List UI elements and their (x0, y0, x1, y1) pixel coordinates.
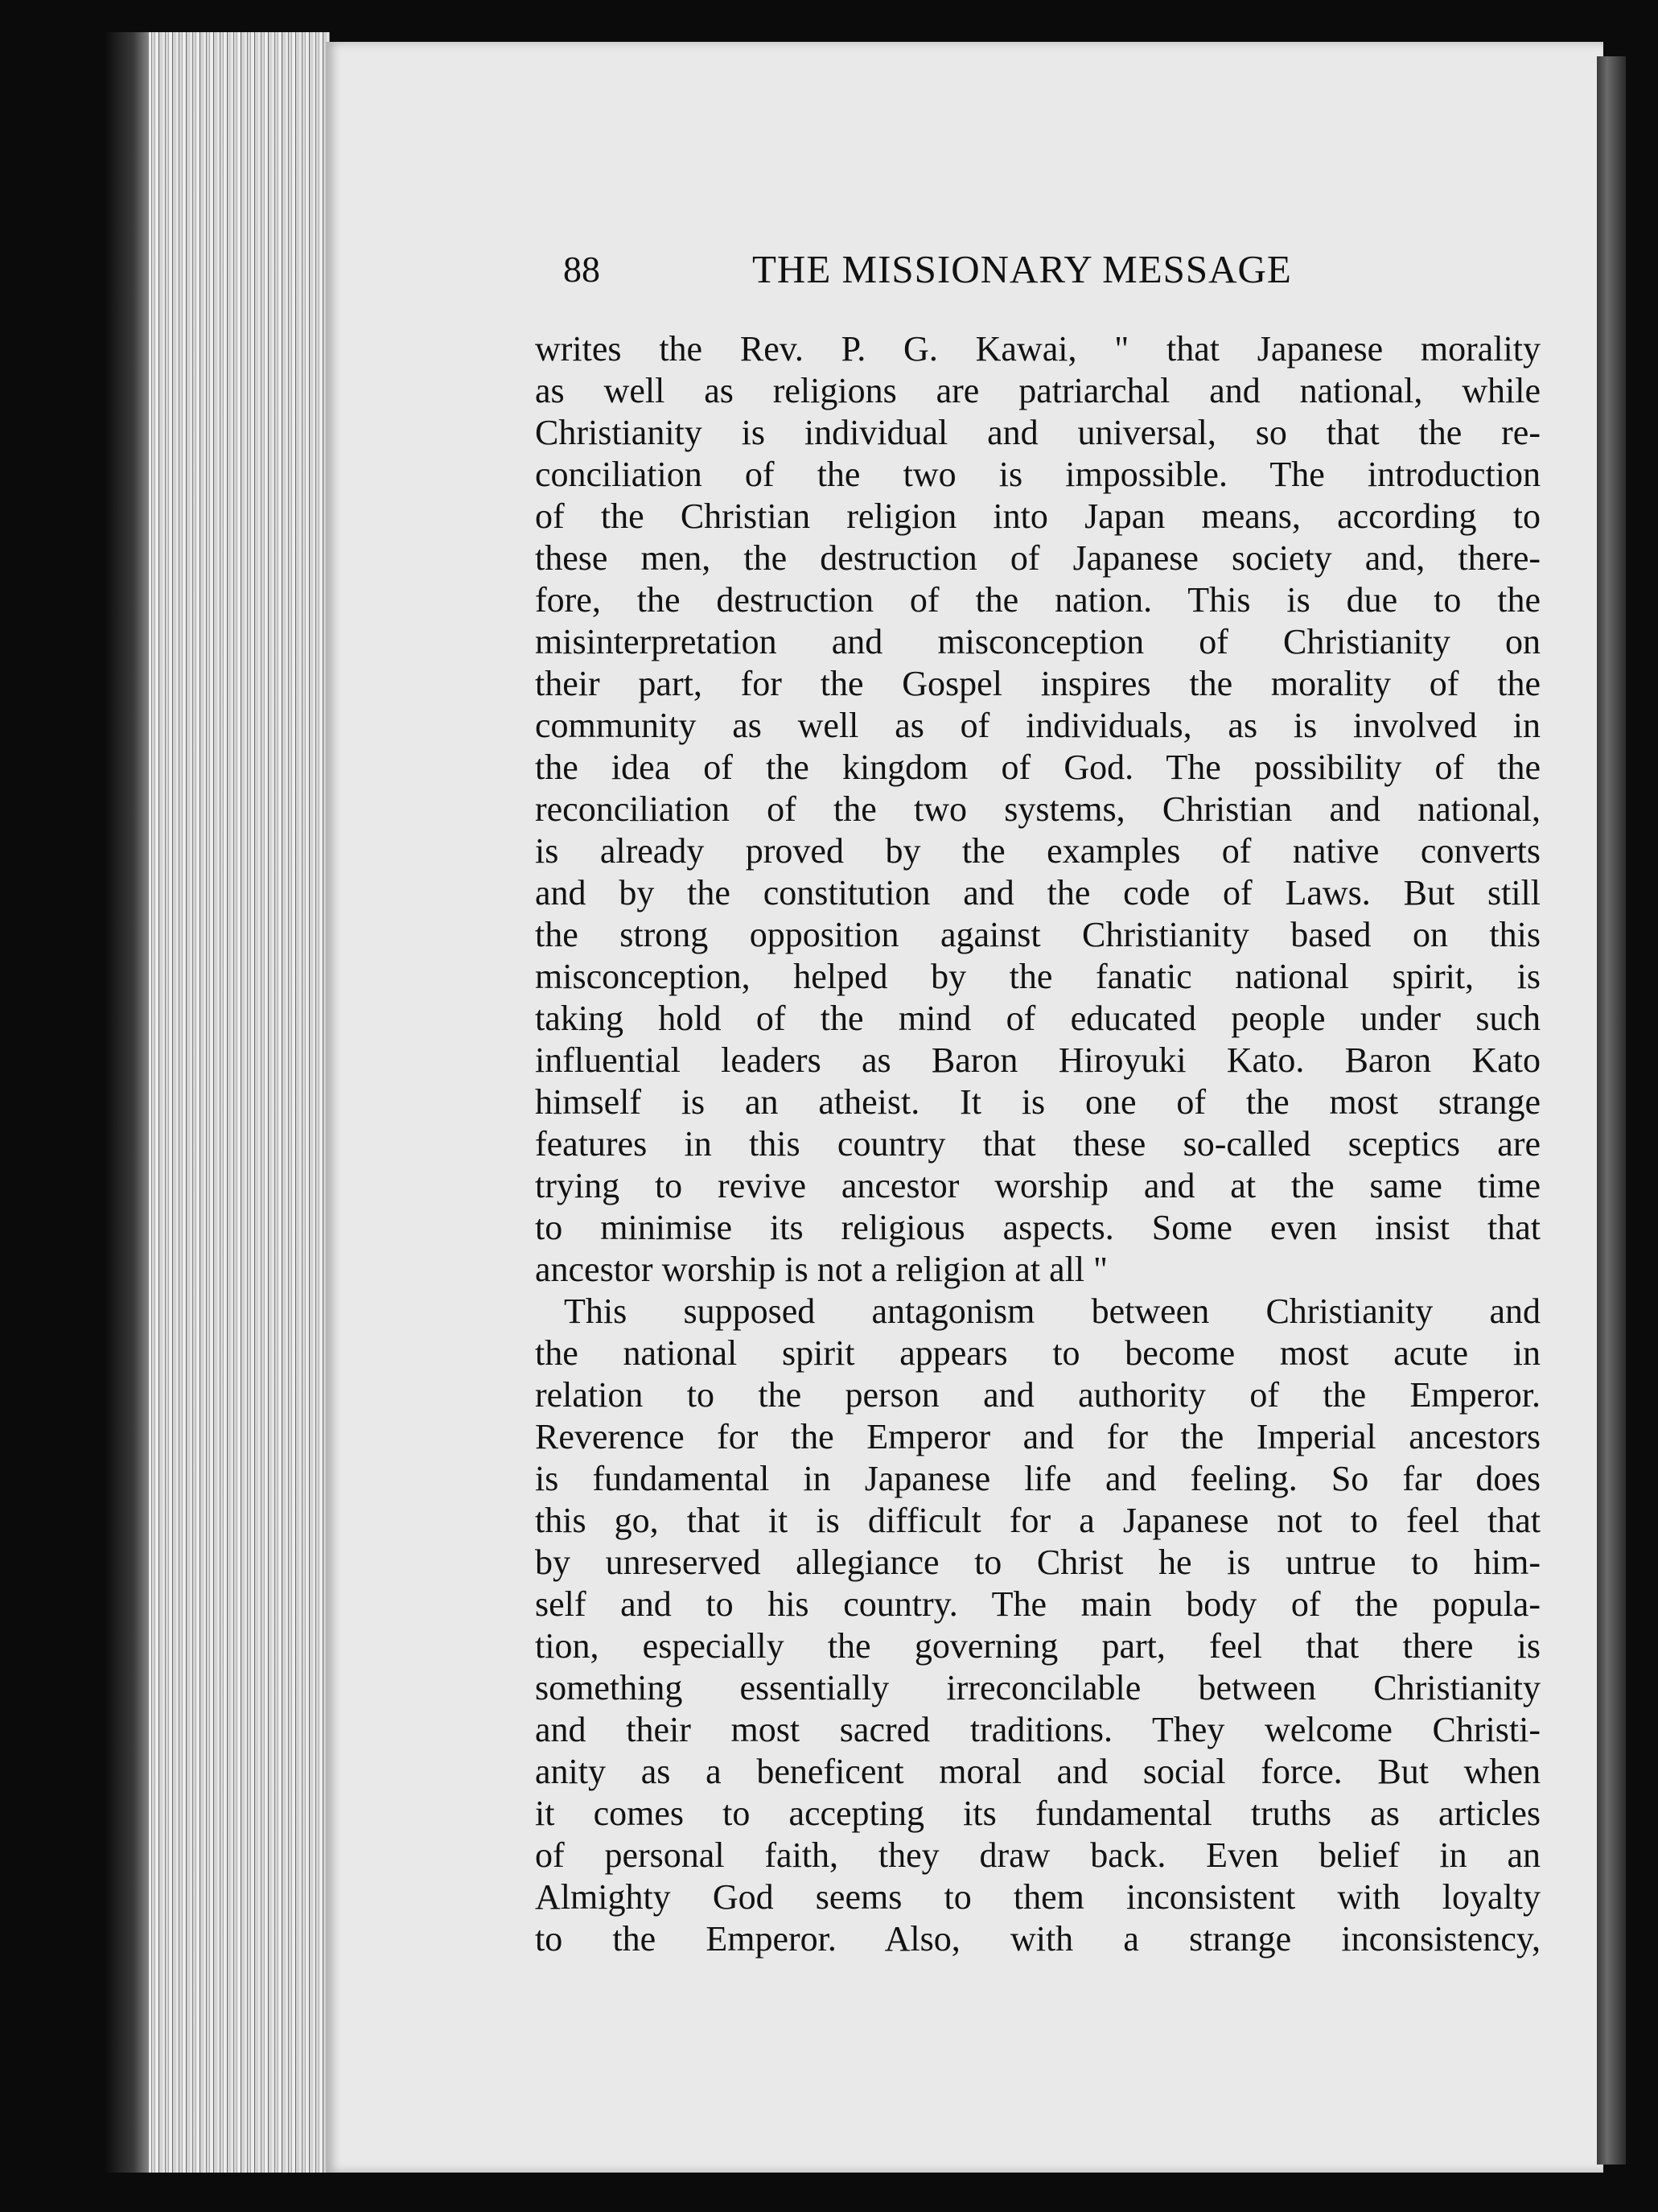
text-line: is already proved by the examples of native converts (535, 831, 1541, 871)
text-line: trying to revive ancestor worship and at the same time (535, 1166, 1541, 1205)
text-line: features in this country that these so-called sceptics are (535, 1124, 1541, 1164)
text-line: is fundamental in Japanese life and feeling. So far does (535, 1459, 1541, 1498)
text-line: of personal faith, they draw back. Even belief in an (535, 1835, 1541, 1875)
text-line: the idea of the kingdom of God. The possibility of the (535, 748, 1541, 787)
text-line: something essentially irreconcilable between Christianity (535, 1668, 1541, 1707)
page-number: 88 (563, 249, 600, 290)
text-line: relation to the person and authority of the Emperor. (535, 1375, 1541, 1415)
running-title: THE MISSIONARY MESSAGE (752, 247, 1292, 291)
text-line: to the Emperor. Also, with a strange inconsistency, (535, 1919, 1541, 1959)
text-line: himself is an atheist. It is one of the most strange (535, 1082, 1541, 1122)
text-line: misinterpretation and misconception of Christianity on (535, 622, 1541, 661)
text-line: reconciliation of the two systems, Christian and national, (535, 789, 1541, 829)
text-line: fore, the destruction of the nation. This is due to the (535, 580, 1541, 620)
text-line: tion, especially the governing part, feel that there is (535, 1626, 1541, 1666)
text-line: their part, for the Gospel inspires the morality of the (535, 664, 1541, 703)
text-line: writes the Rev. P. G. Kawai, " that Japanese morality (535, 329, 1541, 369)
text-line: This supposed antagonism between Christianity and (564, 1291, 1541, 1331)
text-line: to minimise its religious aspects. Some even insist that (535, 1208, 1541, 1247)
text-line: this go, that it is difficult for a Japanese not to feel that (535, 1501, 1541, 1540)
text-line: misconception, helped by the fanatic national spirit, is (535, 957, 1541, 996)
text-line: these men, the destruction of Japanese society and, there- (535, 538, 1541, 578)
running-head (563, 241, 1609, 298)
text-line: and by the constitution and the code of Laws. But still (535, 873, 1541, 912)
text-line: it comes to accepting its fundamental truths as articles (535, 1794, 1541, 1833)
text-line: and their most sacred traditions. They welcome Christi- (535, 1710, 1541, 1749)
text-line: anity as a beneficent moral and social force. But when (535, 1752, 1541, 1791)
text-line: Almighty God seems to them inconsistent with loyalty (535, 1877, 1541, 1917)
text-line: Reverence for the Emperor and for the Imperial ancestors (535, 1417, 1541, 1456)
text-line: self and to his country. The main body of the popula- (535, 1584, 1541, 1624)
text-line: of the Christian religion into Japan means, according to (535, 496, 1541, 536)
text-line: by unreserved allegiance to Christ he is untrue to him- (535, 1543, 1541, 1582)
text-line: conciliation of the two is impossible. The introduction (535, 455, 1541, 494)
text-line: Christianity is individual and universal, so that the re- (535, 413, 1541, 452)
text-line: community as well as of individuals, as is involved in (535, 706, 1541, 745)
right-page-edge (1597, 56, 1626, 2165)
paragraph (535, 1291, 1541, 1960)
book-page-edges (149, 32, 330, 2173)
text-line: the national spirit appears to become most acute in (535, 1333, 1541, 1373)
page-edge-shadow (105, 32, 153, 2173)
text-line: ancestor worship is not a religion at all " (535, 1250, 1109, 1289)
body-text (535, 328, 1541, 1960)
text-line: influential leaders as Baron Hiroyuki Kato. Baron Kato (535, 1040, 1541, 1080)
text-line: the strong opposition against Christianity based on this (535, 915, 1541, 954)
text-line: taking hold of the mind of educated people under such (535, 999, 1541, 1038)
paragraph (535, 328, 1541, 1291)
text-line: as well as religions are patriarchal and national, while (535, 371, 1541, 410)
